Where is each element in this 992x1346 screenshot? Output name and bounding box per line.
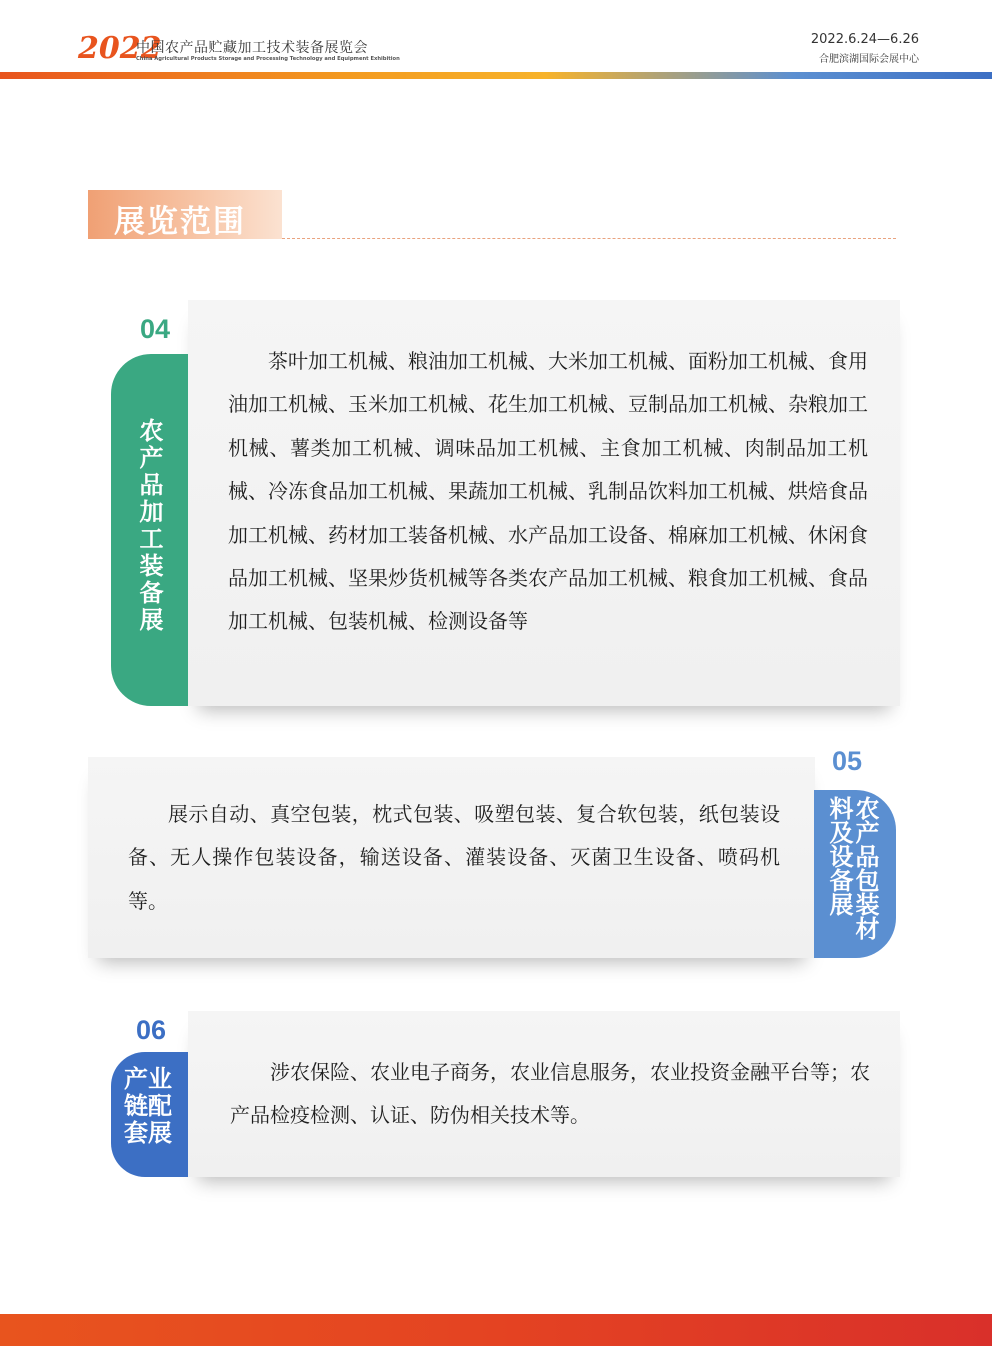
header-gradient-bar xyxy=(0,72,992,79)
exhibit-card-text: 涉农保险、农业电子商务，农业信息服务，农业投资金融平台等；农产品检疫检测、认证、防伪相关技术等。 xyxy=(230,1060,870,1128)
exhibit-card-text: 茶叶加工机械、粮油加工机械、大米加工机械、面粉加工机械、食用油加工机械、玉米加工机械、花生加工机械、豆制品加工机械、杂粮加工机械、薯类加工机械、调味品加工机械、主食加工机械、肉制品加工机械、冷冻食品加工机械、果蔬加工机械、乳制品饮料加工机械、烘焙食品加工机械、药材加工装备机械、水产品加工设备、棉麻加工机械、休闲食品加工机械、坚果炒货机械等各类农产品加工机械、粮食加工机械、食品加工机械、包装机械、检测设备等 xyxy=(228,349,868,634)
exhibit-tab-label: 产业链配套展 xyxy=(124,1065,172,1147)
exhibit-tab-packaging xyxy=(814,790,896,958)
exhibit-card-processing xyxy=(188,300,900,706)
page-header xyxy=(0,0,992,80)
exhibit-tab-label: 农产品包装材料及设备展 xyxy=(825,796,879,940)
heading-dashed-rule xyxy=(282,238,896,239)
item-number-05: 05 xyxy=(832,746,863,776)
footer-gradient-bar xyxy=(0,1314,992,1346)
exhibit-card-text: 展示自动、真空包装，枕式包装、吸塑包装、复合软包装，纸包装设备、无人操作包装设备，输送设备、灌装设备、灭菌卫生设备、喷码机等。 xyxy=(128,802,780,913)
exhibit-card-packaging xyxy=(88,757,815,958)
expo-date: 2022.6.24—6.26 xyxy=(810,32,919,47)
expo-logo xyxy=(78,28,162,68)
expo-venue: 合肥滨湖国际会展中心 xyxy=(819,54,919,65)
exhibit-tab-processing xyxy=(111,354,188,706)
logo-year-text: 2022 xyxy=(78,31,162,66)
section-heading-text: 展览范围 xyxy=(114,204,246,240)
expo-title-cn: 中国农产品贮藏加工技术装备展览会 xyxy=(136,40,368,56)
exhibit-tab-label: 农产品加工装备展 xyxy=(135,418,163,634)
item-number-06: 06 xyxy=(136,1015,167,1045)
expo-title-en: China Agricultural Products Storage and Processing Technology and Equipment Exhibition xyxy=(136,56,400,62)
item-number-04: 04 xyxy=(140,314,171,344)
exhibit-tab-supply-chain xyxy=(111,1052,188,1177)
exhibit-card-supply-chain xyxy=(188,1011,900,1177)
section-heading xyxy=(88,190,282,239)
